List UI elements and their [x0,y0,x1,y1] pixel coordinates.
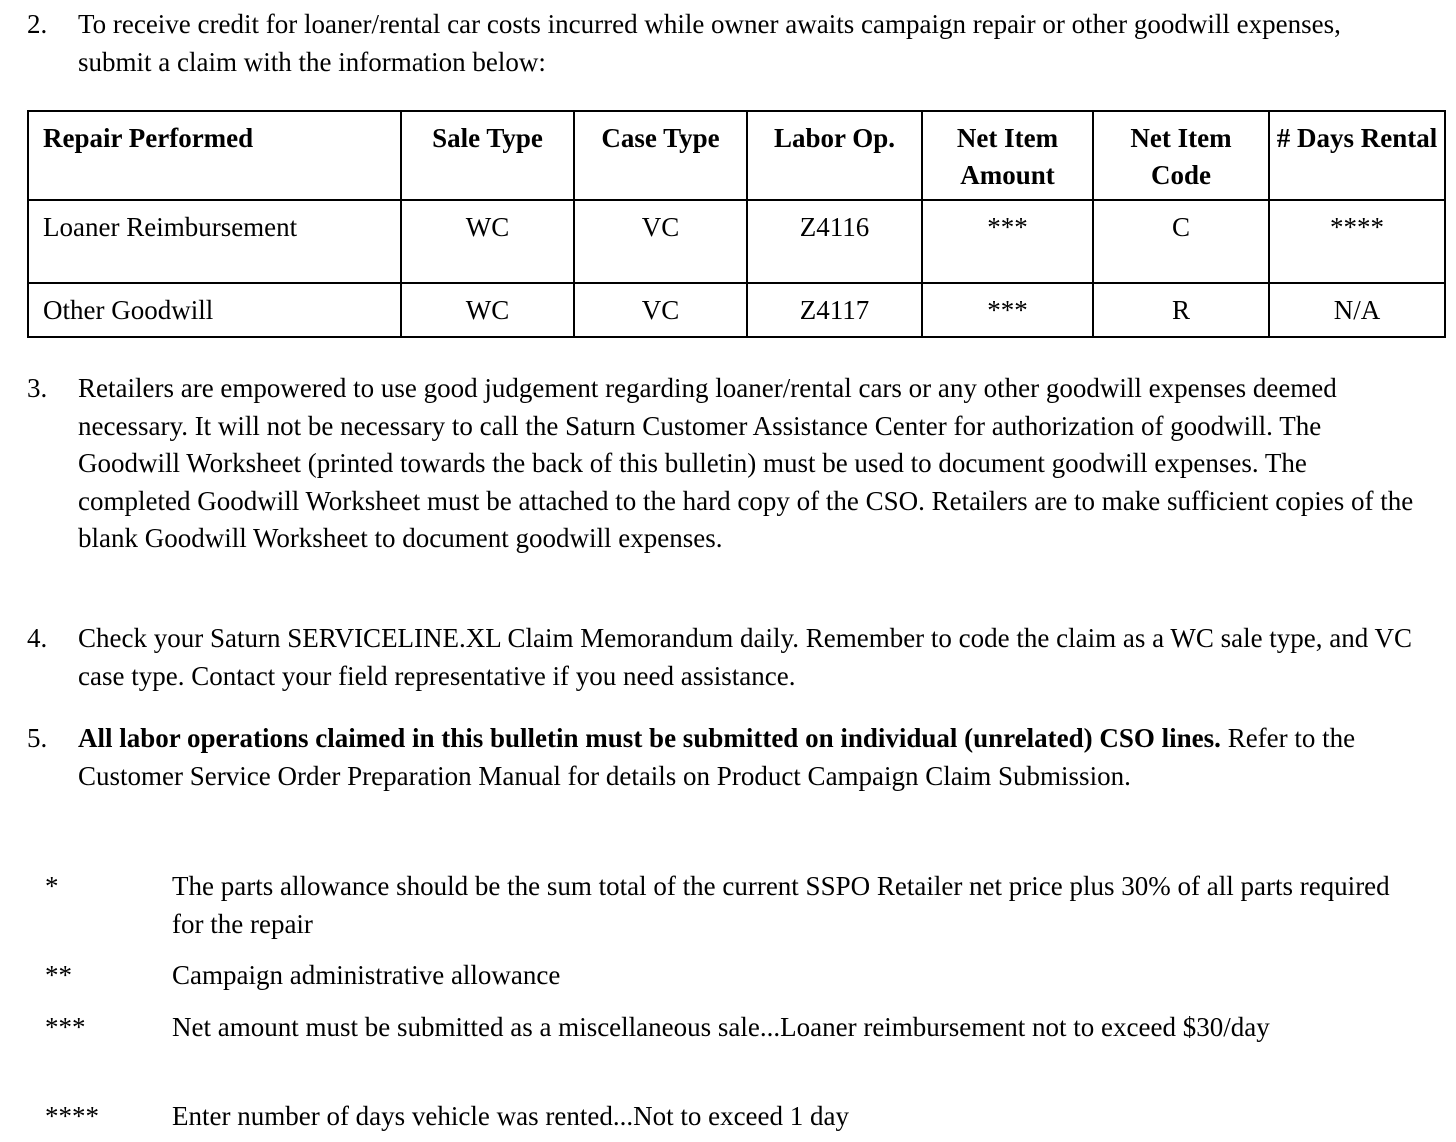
item-text: Retailers are empowered to use good judgement regarding loaner/rental cars or any other goodwill expenses deemed necessary. It will not be necessary to call the Saturn Customer Assistance Center for authorization of goodwill. The Goodwill Worksheet (printed towards the back of this bulletin) must be used to document goodwill expenses. The completed Goodwill Worksheet must be attached to the hard copy of the CSO. Retailers are to make sufficient copies of the blank Goodwill Worksheet to document goodwill expenses. [78,373,1414,553]
cell: WC [401,283,574,337]
footnote-symbol: **** [45,1101,99,1131]
item-number: 4. [27,623,48,653]
item-number: 2. [27,9,48,39]
item-number: 3. [27,373,48,403]
cell: *** [922,200,1093,283]
cell: Loaner Reimbursement [28,200,401,283]
footnote-symbol: ** [45,960,72,990]
footnote-symbol: *** [45,1012,86,1042]
cell: N/A [1269,283,1445,337]
footnote-text: Enter number of days vehicle was rented...Not to exceed 1 day [172,1101,850,1131]
claim-table [27,110,1446,338]
header-cell: Net Item Amount [922,111,1093,200]
cell: **** [1269,200,1445,283]
cell: WC [401,200,574,283]
item-regular-text: Refer to the Customer Service Order Preparation Manual for details on Product Campaign Claim Submission. [78,723,1356,791]
footnote-text: Campaign administrative allowance [172,960,561,990]
item-number: 5. [27,723,48,753]
table-header-row [28,111,1445,200]
footnote-text: The parts allowance should be the sum total of the current SSPO Retailer net price plus 30% of all parts required for the repair [172,871,1390,939]
footnote-text: Net amount must be submitted as a miscellaneous sale...Loaner reimbursement not to exceed $30/day [172,1012,1270,1042]
cell: Z4116 [747,200,922,283]
header-cell: Repair Performed [28,111,401,200]
cell: Z4117 [747,283,922,337]
header-cell: # Days Rental [1269,111,1445,200]
footnote-symbol: * [45,871,59,901]
table-row [28,200,1445,283]
item-text [78,720,1423,795]
item-text: To receive credit for loaner/rental car costs incurred while owner awaits campaign repair or other goodwill expenses, submit a claim with the information below: [78,9,1341,77]
cell: C [1093,200,1269,283]
cell: *** [922,283,1093,337]
cell: VC [574,200,747,283]
item-bold-text: All labor operations claimed in this bulletin must be submitted on individual (unrelated) CSO lines. [78,723,1221,753]
table-row [28,283,1445,337]
cell: R [1093,283,1269,337]
header-cell: Labor Op. [747,111,922,200]
header-cell: Sale Type [401,111,574,200]
cell: Other Goodwill [28,283,401,337]
item-text: Check your Saturn SERVICELINE.XL Claim Memorandum daily. Remember to code the claim as a WC sale type, and VC case type. Contact your field representative if you need assistance. [78,623,1413,691]
header-cell: Net Item Code [1093,111,1269,200]
cell: VC [574,283,747,337]
header-cell: Case Type [574,111,747,200]
